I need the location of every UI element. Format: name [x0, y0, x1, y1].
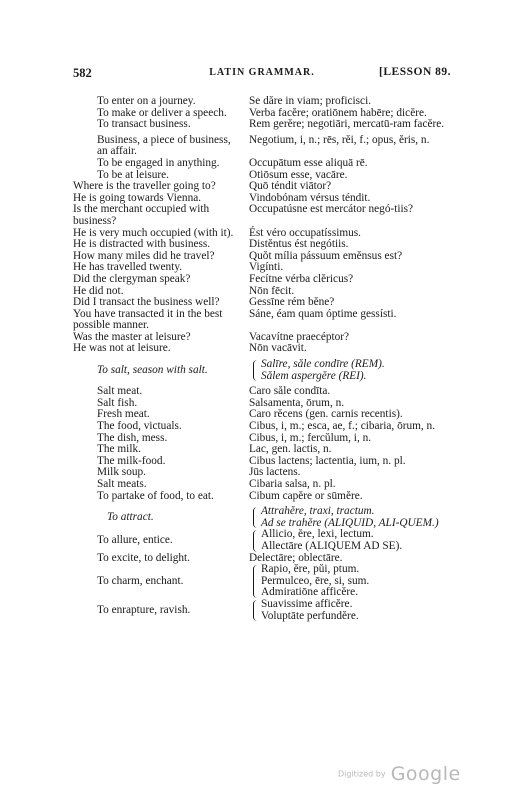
english-term: To partake of food, to eat.: [97, 489, 214, 502]
latin-term: Jūs lactens.: [249, 466, 301, 479]
latin-term: Permulceo, ēre, si, sum.: [261, 574, 370, 587]
list-item: [73, 297, 451, 309]
english-term: He is distracted with business.: [73, 238, 211, 251]
latin-term: Occupatúsne est mercátor negó-tiis?: [249, 203, 414, 216]
list-item: [73, 599, 451, 622]
english-term: The dish, mess.: [97, 431, 168, 444]
english-term: To be engaged in anything.: [97, 156, 220, 169]
latin-term: Attrahĕre, traxi, tractum.: [261, 505, 375, 518]
english-term: To charm, enchant.: [97, 574, 184, 587]
list-item: [73, 158, 451, 170]
list-item: [73, 135, 451, 158]
latin-term: Cibaria salsa, n. pl.: [249, 478, 336, 490]
latin-term-group: [249, 564, 451, 599]
latin-term: Salsamenta, ōrum, n.: [249, 396, 345, 409]
vocabulary-list: [73, 96, 451, 622]
page-number: 582: [73, 66, 92, 80]
english-term: To enrapture, ravish.: [97, 603, 191, 616]
list-item: [73, 181, 451, 193]
latin-term: Rapio, ĕre, pŭi, ptum.: [261, 563, 360, 576]
latin-term: Ad se trahĕre (ALIQUID, ALI-QUEM.): [261, 516, 439, 529]
list-item: [73, 491, 451, 503]
english-term: How many miles did he travel?: [73, 249, 215, 262]
latin-term: Delectāre; oblectāre.: [249, 551, 343, 564]
latin-term: Cibum capĕre or sūmĕre.: [249, 489, 363, 502]
list-item: [73, 96, 451, 108]
latin-term: Salīre, săle condīre (REM).: [261, 358, 385, 371]
latin-term: Nōn vacāvit.: [249, 342, 307, 355]
latin-term-group: [249, 506, 451, 529]
english-term: To attract.: [107, 510, 154, 523]
latin-term: Cibus, i, m.; fercŭlum, i, n.: [249, 431, 372, 444]
page-header: [73, 66, 451, 82]
latin-term: Voluptāte perfundĕre.: [261, 609, 359, 622]
english-term: Fresh meat.: [97, 408, 150, 421]
english-term: Did I transact the business well?: [73, 296, 220, 309]
latin-term: Verba facĕre; oratiōnem habēre; dicĕre.: [249, 106, 427, 119]
latin-term: Distĕntus ést negótiis.: [249, 238, 349, 251]
english-term: Is the merchant occupied with business?: [73, 203, 210, 227]
english-term: Salt meats.: [97, 478, 147, 490]
english-term: To transact business.: [97, 118, 191, 131]
latin-term: Quō téndit viātor?: [249, 180, 332, 193]
english-term: To excite, to delight.: [97, 551, 191, 564]
english-term: Was the master at leisure?: [73, 330, 191, 343]
english-term: The food, victuals.: [97, 420, 182, 433]
english-term: Salt fish.: [97, 396, 138, 409]
latin-term: Sáne, éam quam óptime gessísti.: [249, 307, 397, 320]
english-term: To be at leisure.: [97, 168, 169, 181]
latin-term: Rem gerĕre; negotiāri, mercatū-ram facĕre.: [249, 118, 445, 131]
latin-term: Admiratiōne afficĕre.: [261, 586, 359, 599]
watermark-caption: Digitized by: [338, 769, 386, 779]
latin-term: Vigínti.: [249, 261, 284, 274]
list-item: [73, 359, 451, 382]
english-term: The milk.: [97, 443, 141, 456]
latin-term: Caro săle condīta.: [249, 385, 331, 398]
google-logo: Google: [390, 763, 461, 785]
list-item: [73, 529, 451, 552]
english-term: Salt meat.: [97, 385, 143, 398]
latin-term: Ést véro occupatíssimus.: [249, 226, 362, 239]
english-term: Did the clergyman speak?: [73, 272, 191, 285]
digitization-watermark: [338, 763, 461, 785]
latin-term: Quŏt mília pássuum emĕnsus est?: [249, 249, 403, 262]
latin-term: Otiōsum esse, vacāre.: [249, 168, 348, 181]
list-item: [73, 421, 451, 433]
english-term: He was not at leisure.: [73, 342, 171, 355]
list-item: [73, 239, 451, 251]
list-item: [73, 274, 451, 286]
english-term: You have transacted it in the best possible manner.: [73, 307, 223, 332]
latin-term-group: [249, 529, 451, 552]
english-term: Where is the traveller going to?: [73, 180, 216, 193]
latin-term: Allicio, ĕre, lexi, lectum.: [261, 528, 374, 541]
latin-term: Vindobónam vérsus téndit.: [249, 191, 371, 204]
english-term: He has travelled twenty.: [73, 261, 183, 274]
latin-term-group: [249, 359, 451, 382]
latin-term: Fecítne vérba clĕricus?: [249, 272, 354, 285]
latin-term: Caro rĕcens (gen. carnis recentis).: [249, 408, 403, 421]
list-item: [73, 506, 451, 529]
list-item: [73, 479, 451, 491]
english-term: To enter on a journey.: [97, 95, 196, 107]
english-term: To salt, season with salt.: [97, 363, 208, 376]
list-item: [73, 564, 451, 599]
latin-term: Cibus, i, m.; esca, ae, f.; cibaria, ōrum, n.: [249, 420, 436, 433]
latin-term: Nōn fēcit.: [249, 284, 295, 297]
list-item: [73, 204, 451, 227]
lesson-label: [LESSON 89.: [379, 66, 451, 78]
english-term: He is going towards Vienna.: [73, 191, 202, 204]
running-title: LATIN GRAMMAR.: [209, 67, 315, 78]
latin-term: Lac, gen. lactis, n.: [249, 443, 332, 456]
english-term: To make or deliver a speech.: [97, 106, 227, 119]
latin-term: Negotium, i, n.; rēs, rĕi, f.; opus, ĕris, n.: [249, 133, 430, 146]
latin-term: Se dăre in viam; proficisci.: [249, 95, 372, 107]
latin-term: Gessīne rém bĕne?: [249, 296, 335, 309]
english-term: He did not.: [73, 284, 124, 297]
latin-term: Vacavítne praecéptor?: [249, 330, 350, 343]
list-item: [73, 343, 451, 355]
english-term: The milk-food.: [97, 454, 166, 467]
english-term: He is very much occupied (with it).: [73, 226, 234, 239]
latin-term: Occupātum esse aliquā rē.: [249, 156, 368, 169]
latin-term: Cibus lactens; lactentia, ium, n. pl.: [249, 454, 406, 467]
latin-term: Sălem aspergĕre (REI).: [261, 369, 367, 382]
latin-term-group: [249, 599, 451, 622]
english-term: Milk soup.: [97, 466, 146, 479]
english-term: Business, a piece of business, an affair.: [97, 133, 231, 158]
english-term: To allure, entice.: [97, 534, 173, 547]
list-item: [73, 309, 451, 332]
latin-term: Allectāre (ALIQUEM AD SE).: [261, 539, 403, 552]
latin-term: Suavissime afficĕre.: [261, 597, 353, 610]
list-item: [73, 119, 451, 131]
